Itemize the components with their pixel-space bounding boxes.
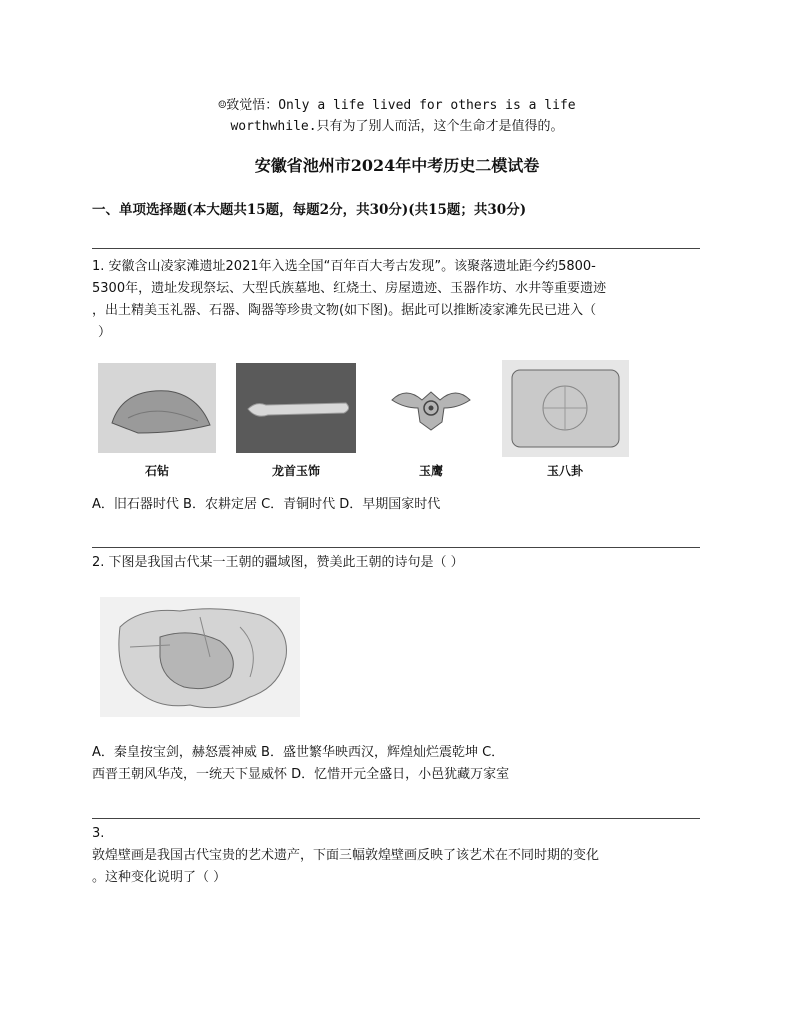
- jade-eagle-image: [386, 378, 476, 438]
- exam-title: 安徽省池州市2024年中考历史二模试卷: [254, 156, 540, 175]
- question-line: 敦煌壁画是我国古代宝贵的艺术遗产，下面三幅敦煌壁画反映了该艺术在不同时期的变化: [92, 848, 600, 863]
- figure-caption: 龙首玉饰: [271, 464, 320, 478]
- question-line: 。这种变化说明了（ ）: [92, 870, 227, 885]
- question-1: [92, 256, 704, 344]
- jade-bagua-image: [502, 360, 629, 457]
- question-line: ，出土精美玉礼器、石器、陶器等珍贵文物(如下图)。据此可以推断凌家滩先民已进入（: [92, 303, 597, 318]
- divider: [92, 248, 700, 249]
- question-line: 3.: [92, 826, 105, 841]
- options-line: A．秦皇按宝剑，赫怒震神威 B．盛世繁华映西汉，辉煌灿烂震乾坤 C．: [92, 745, 505, 760]
- question-line: ）: [98, 325, 112, 340]
- options-line: 西晋王朝风华茂，一统天下显威怀 D．忆惜开元全盛日，小邑犹藏万家室: [92, 767, 510, 782]
- question-2: [92, 552, 704, 574]
- motto-line-1: ☺致觉悟：Only a life lived for others is a life: [218, 98, 576, 113]
- question-line: 1. 安徽含山凌家滩遗址2021年入选全国“百年百大考古发现”。该聚落遗址距今约5800-: [92, 259, 596, 274]
- question-line: 2. 下图是我国古代某一王朝的疆域图，赞美此王朝的诗句是（ ）: [92, 555, 464, 570]
- figure-caption: 石钻: [144, 464, 169, 478]
- section-heading: 一、单项选择题(本大题共15题，每题2分，共30分)(共15题；共30分): [92, 202, 527, 218]
- figure-caption: 玉八卦: [546, 464, 583, 478]
- divider: [92, 818, 700, 819]
- divider: [92, 547, 700, 548]
- figure-caption: 玉鹰: [418, 464, 443, 478]
- question-2-options: [92, 742, 704, 786]
- question-3: [92, 823, 704, 889]
- dragon-jade-image: [236, 363, 356, 453]
- question-1-options: A．旧石器时代 B．农耕定居 C．青铜时代 D．早期国家时代: [92, 497, 441, 512]
- stone-drill-image: [98, 363, 216, 453]
- question-line: 5300年，遗址发现祭坛、大型氏族墓地、红烧土、房屋遗迹、玉器作坊、水井等重要遗迹: [92, 281, 607, 296]
- motto-line-2: worthwhile.只有为了别人而活，这个生命才是值得的。: [230, 119, 564, 134]
- dynasty-map-image: [100, 597, 300, 717]
